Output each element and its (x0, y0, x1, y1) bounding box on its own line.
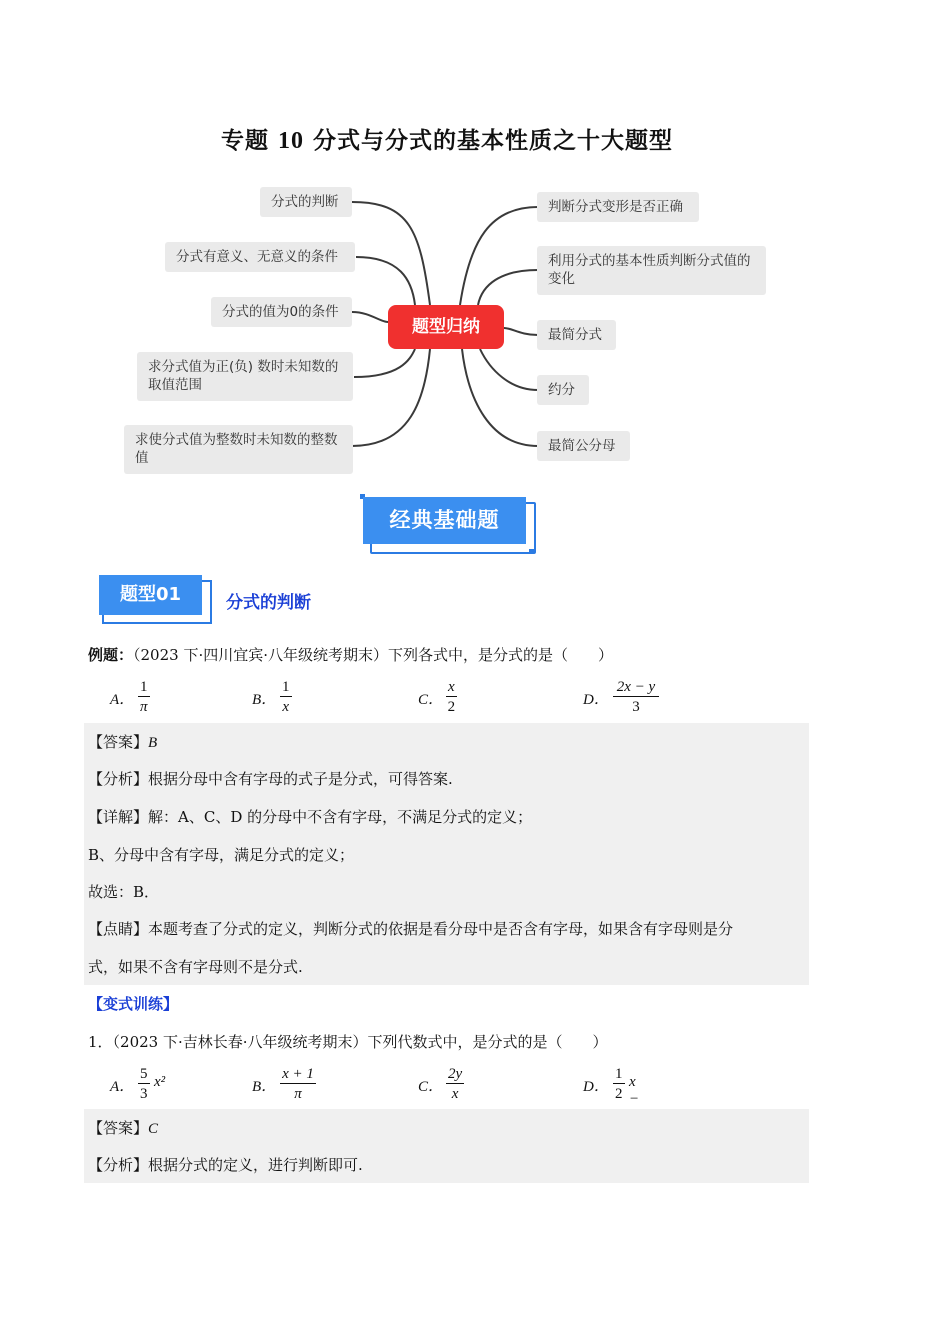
example-detail-2: B、分母中含有字母，满足分式的定义； (88, 846, 355, 864)
mindmap-node-right-1: 判断分式变形是否正确 (537, 192, 699, 222)
mindmap-node-left-2: 分式有意义、无意义的条件 (165, 242, 355, 272)
example-point-2: 式，如果不含有字母则不是分式. (88, 958, 303, 976)
banner-label: 经典基础题 (363, 497, 526, 544)
example-answer: 【答案】B (88, 733, 158, 751)
mindmap-node-left-3: 分式的值为0的条件 (211, 297, 352, 327)
section-banner (358, 494, 538, 556)
mindmap-node-right-4: 约分 (537, 375, 589, 405)
example-detail: 【详解】解：A、C、D 的分母中不含有字母，不满足分式的定义； (88, 808, 533, 826)
practice-question-1: 1．（2023 下·吉林长春·八年级统考期末）下列代数式中，是分式的是（ ） (88, 1033, 608, 1051)
mindmap-node-left-5: 求使分式值为整数时未知数的整数值 (124, 425, 353, 474)
mindmap-center: 题型归纳 (388, 305, 504, 349)
page-title: 专题 10 分式与分式的基本性质之十大题型 (220, 128, 674, 154)
practice-header: 【变式训练】 (88, 995, 179, 1013)
example-detail-3: 故选：B． (88, 883, 160, 901)
example-analysis: 【分析】根据分母中含有字母的式子是分式，可得答案. (88, 770, 453, 788)
mindmap-node-right-5: 最简公分母 (537, 431, 630, 461)
example-point: 【点睛】本题考查了分式的定义，判断分式的依据是看分母中是否含有字母，如果含有字母则是分 (88, 920, 734, 938)
practice-analysis: 【分析】根据分式的定义，进行判断即可. (88, 1156, 363, 1174)
section-tag (96, 573, 216, 625)
mindmap-node-right-3: 最简分式 (537, 320, 616, 350)
section-tag-label: 题型01 (99, 575, 202, 615)
practice-answer: 【答案】C (88, 1119, 159, 1137)
section-title: 分式的判断 (226, 593, 311, 613)
mindmap-node-left-4: 求分式值为正(负) 数时未知数的取值范围 (137, 352, 353, 401)
mindmap-node-right-2: 利用分式的基本性质判断分式值的变化 (537, 246, 766, 295)
example-question: 例题：（2023 下·四川宜宾·八年级统考期末）下列各式中，是分式的是（ ） (88, 646, 613, 664)
mindmap-node-left-1: 分式的判断 (260, 187, 352, 217)
